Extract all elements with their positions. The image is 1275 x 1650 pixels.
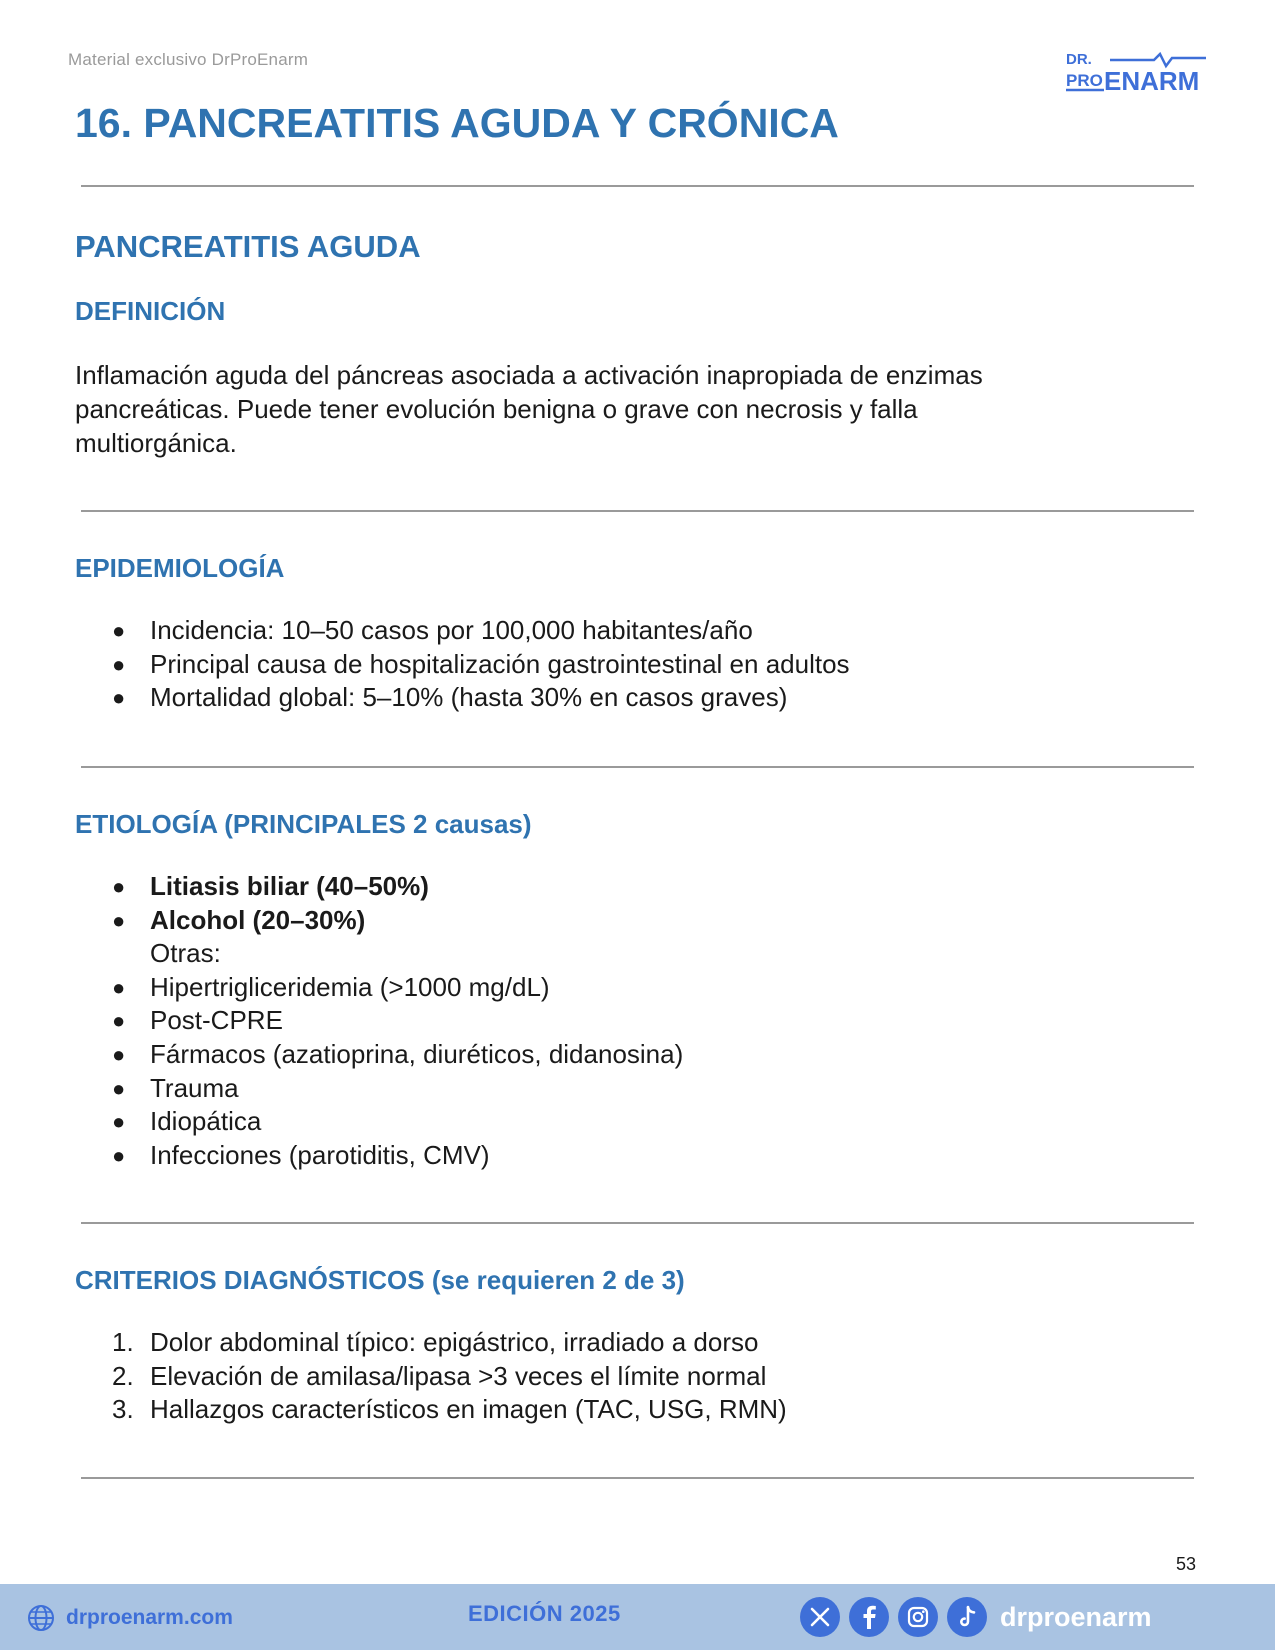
footer-social [800, 1597, 1152, 1637]
divider [81, 185, 1194, 187]
list-item: ● Incidencia: 10–50 casos por 100,000 habitantes/año [75, 614, 850, 648]
list-item: ● Principal causa de hospitalización gastrointestinal en adultos [75, 648, 850, 682]
divider [81, 1222, 1194, 1224]
watermark: Material exclusivo DrProEnarm [68, 50, 309, 69]
list-item: ● Infecciones (parotiditis, CMV) [75, 1139, 683, 1173]
footer-website-text: drproenarm.com [66, 1606, 233, 1629]
list-item: ● Idiopática [75, 1105, 683, 1139]
list-item: ● Hipertrigliceridemia (>1000 mg/dL) [75, 971, 683, 1005]
page-title: 16. PANCREATITIS AGUDA Y CRÓNICA [75, 100, 839, 146]
definition-line: pancreáticas. Puede tener evolución benigna o grave con necrosis y falla [75, 394, 918, 424]
list-number: 1. [112, 1327, 134, 1357]
heading-epidemiologia: EPIDEMIOLOGÍA [75, 553, 285, 583]
epidemiology-list [75, 614, 850, 715]
facebook-icon[interactable] [849, 1597, 889, 1637]
definition-line: multiorgánica. [75, 428, 237, 458]
list-item: 1. Dolor abdominal típico: epigástrico, irradiado a dorso [75, 1326, 787, 1360]
footer-bar [0, 1584, 1275, 1650]
list-item: 2. Elevación de amilasa/lipasa >3 veces el límite normal [75, 1360, 787, 1394]
instagram-icon[interactable] [898, 1597, 938, 1637]
page-number: 53 [1176, 1554, 1197, 1574]
x-icon[interactable] [800, 1597, 840, 1637]
tiktok-icon[interactable] [947, 1597, 987, 1637]
bullet-icon: ● [112, 618, 126, 643]
bullet-icon: ● [112, 907, 126, 933]
list-number: 2. [112, 1360, 134, 1391]
logo-dr: DR. [1066, 51, 1092, 68]
logo-enarm: ENARM [1104, 66, 1200, 96]
drproenarm-logo [1066, 48, 1208, 96]
bullet-icon: ● [112, 1041, 126, 1067]
list-item: ● Litiasis biliar (40–50%) [75, 870, 683, 904]
divider [81, 766, 1194, 768]
list-label-otras: Otras: [150, 938, 221, 969]
bullet-icon: ● [112, 874, 126, 899]
list-number: 3. [112, 1394, 134, 1425]
bullet-icon: ● [112, 1008, 126, 1034]
heading-etiologia: ETIOLOGÍA (PRINCIPALES 2 causas) [75, 809, 532, 839]
list-item: ● Post-CPRE [75, 1004, 683, 1038]
criteria-list [75, 1326, 787, 1427]
list-item: ● Mortalidad global: 5–10% (hasta 30% en casos graves) [75, 681, 850, 715]
heading-criterios-note: (se requieren 2 de 3) [431, 1265, 685, 1295]
footer-edition: EDICIÓN 2025 [468, 1601, 621, 1626]
definition-text [75, 358, 1135, 460]
list-item: ● Fármacos (azatioprina, diuréticos, didanosina) [75, 1038, 683, 1072]
divider [81, 510, 1194, 512]
section-title-pancreatitis-aguda: PANCREATITIS AGUDA [75, 229, 421, 264]
etiology-list [75, 870, 683, 1172]
footer-website[interactable] [26, 1603, 233, 1633]
bullet-icon: ● [112, 1109, 126, 1135]
heading-criterios [75, 1265, 685, 1296]
list-item: 3. Hallazgos característicos en imagen (TAC, USG, RMN) [75, 1393, 787, 1427]
globe-icon [26, 1603, 56, 1633]
bullet-icon: ● [112, 685, 126, 711]
bullet-icon: ● [112, 974, 126, 1000]
heading-definicion: DEFINICIÓN [75, 296, 226, 326]
bullet-icon: ● [112, 651, 126, 677]
footer-social-handle[interactable]: drproenarm [1000, 1601, 1152, 1632]
heading-criterios-main: CRITERIOS DIAGNÓSTICOS [75, 1265, 425, 1295]
bullet-icon: ● [112, 1142, 126, 1168]
list-item: ● Alcohol (20–30%) [75, 904, 683, 938]
definition-line: Inflamación aguda del páncreas asociada a activación inapropiada de enzimas [75, 360, 983, 390]
logo-pro: PRO [1066, 71, 1103, 90]
bullet-icon: ● [112, 1075, 126, 1101]
list-item: ● Trauma [75, 1072, 683, 1106]
divider [81, 1477, 1194, 1479]
